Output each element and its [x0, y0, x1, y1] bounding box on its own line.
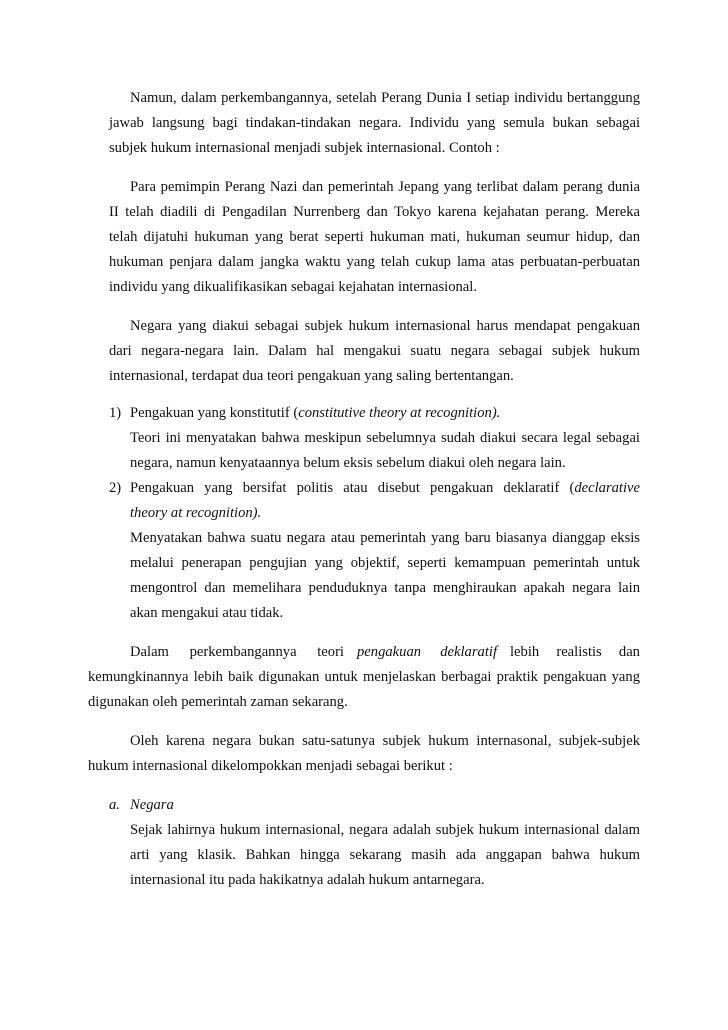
list-item-a-marker: a. — [109, 797, 120, 813]
list-item-1-body-line-1: Teori ini menyatakan bahwa meskipun sebelumnya sudah diakui secara legal sebagai — [130, 430, 640, 446]
word: dan — [618, 644, 640, 660]
list-item-2-heading-line-2: theory at recognition). — [130, 505, 262, 521]
list-item-2-heading-text: Pengakuan yang bersifat politis atau disebut pengakuan deklaratif ( — [130, 480, 575, 496]
word: pengakuan — [357, 644, 422, 660]
paragraph-4-line-3: digunakan oleh pemerintah zaman sekarang. — [88, 694, 348, 710]
paragraph-4-text-c — [510, 643, 640, 661]
paragraph-2-line-1: Para pemimpin Perang Nazi dan pemerintah Jepang yang terlibat dalam perang dunia — [130, 179, 640, 195]
list-item-2-body-line-3: mengontrol dan memelihara penduduknya tanpa menghiraukan apakah negara lain — [130, 580, 640, 596]
paragraph-2-line-3: telah dijatuhi hukuman yang berat seperti hukuman mati, hukuman seumur hidup, dan — [109, 229, 640, 245]
paragraph-4-line-2: kemungkinannya lebih baik digunakan untuk menjelaskan berbagai praktik pengakuan yang — [88, 669, 640, 685]
list-item-a-body-line-1: Sejak lahirnya hukum internasional, negara adalah subjek hukum internasional dalam — [130, 822, 640, 838]
list-item-2-marker: 2) — [109, 480, 122, 496]
word: realistis — [556, 644, 602, 660]
paragraph-3-line-1: Negara yang diakui sebagai subjek hukum internasional harus mendapat pengakuan — [130, 318, 640, 334]
paragraph-1-line-1: Namun, dalam perkembangannya, setelah Perang Dunia I setiap individu bertanggung — [130, 90, 640, 106]
word: perkembangannya — [189, 644, 297, 660]
list-item-2-heading-italic: declarative — [574, 480, 640, 496]
word: teori — [317, 644, 344, 660]
list-item-1-heading-italic: constitutive theory at recognition). — [298, 405, 501, 421]
paragraph-4-line-1 — [130, 643, 640, 661]
list-item-a-body-line-2: arti yang klasik. Bahkan hingga sekarang masih ada anggapan bahwa hukum — [130, 847, 640, 863]
paragraph-1-line-3: subjek hukum internasional menjadi subjek internasional. Contoh : — [109, 140, 500, 156]
paragraph-1-line-2: jawab langsung bagi tindakan-tindakan negara. Individu yang semula bukan sebagai — [109, 115, 640, 131]
list-item-2-body-line-2: melalui penerapan pengujian yang objektif, seperti kemampuan pemerintah untuk — [130, 555, 640, 571]
list-item-1-heading — [130, 404, 500, 422]
list-item-2-body-line-1: Menyatakan bahwa suatu negara atau pemerintah yang baru biasanya dianggap eksis — [130, 530, 640, 546]
paragraph-2-line-2: II telah diadili di Pengadilan Nurrenberg dan Tokyo karena kejahatan perang. Mereka — [109, 204, 640, 220]
paragraph-3-line-3: internasional, terdapat dua teori pengakuan yang saling bertentangan. — [109, 368, 514, 384]
list-item-a-body-line-3: internasional itu pada hakikatnya adalah hukum antarnegara. — [130, 872, 485, 888]
word: lebih — [510, 644, 540, 660]
list-item-1-body-line-2: negara, namun kenyataannya belum eksis sebelum diakui oleh negara lain. — [130, 455, 566, 471]
paragraph-5-line-2: hukum internasional dikelompokkan menjadi sebagai berikut : — [88, 758, 453, 774]
list-item-2-body-line-4: akan mengakui atau tidak. — [130, 605, 284, 621]
paragraph-2-line-4: hukuman penjara dalam jangka waktu yang telah cukup lama atas perbuatan-perbuatan — [109, 254, 640, 270]
list-item-2-heading — [130, 479, 640, 497]
paragraph-4-italic — [357, 643, 497, 661]
word: Dalam — [130, 644, 169, 660]
word: deklaratif — [440, 644, 497, 660]
list-item-1-marker: 1) — [109, 405, 122, 421]
list-item-a-heading: Negara — [130, 797, 174, 813]
paragraph-2-line-5: individu yang dikualifikasikan sebagai kejahatan internasional. — [109, 279, 477, 295]
list-item-1-heading-text: Pengakuan yang konstitutif ( — [130, 405, 299, 421]
paragraph-5-line-1: Oleh karena negara bukan satu-satunya subjek hukum internasonal, subjek-subjek — [130, 733, 640, 749]
paragraph-3-line-2: dari negara-negara lain. Dalam hal mengakui suatu negara sebagai subjek hukum — [109, 343, 640, 359]
paragraph-4-text-a — [130, 643, 344, 661]
